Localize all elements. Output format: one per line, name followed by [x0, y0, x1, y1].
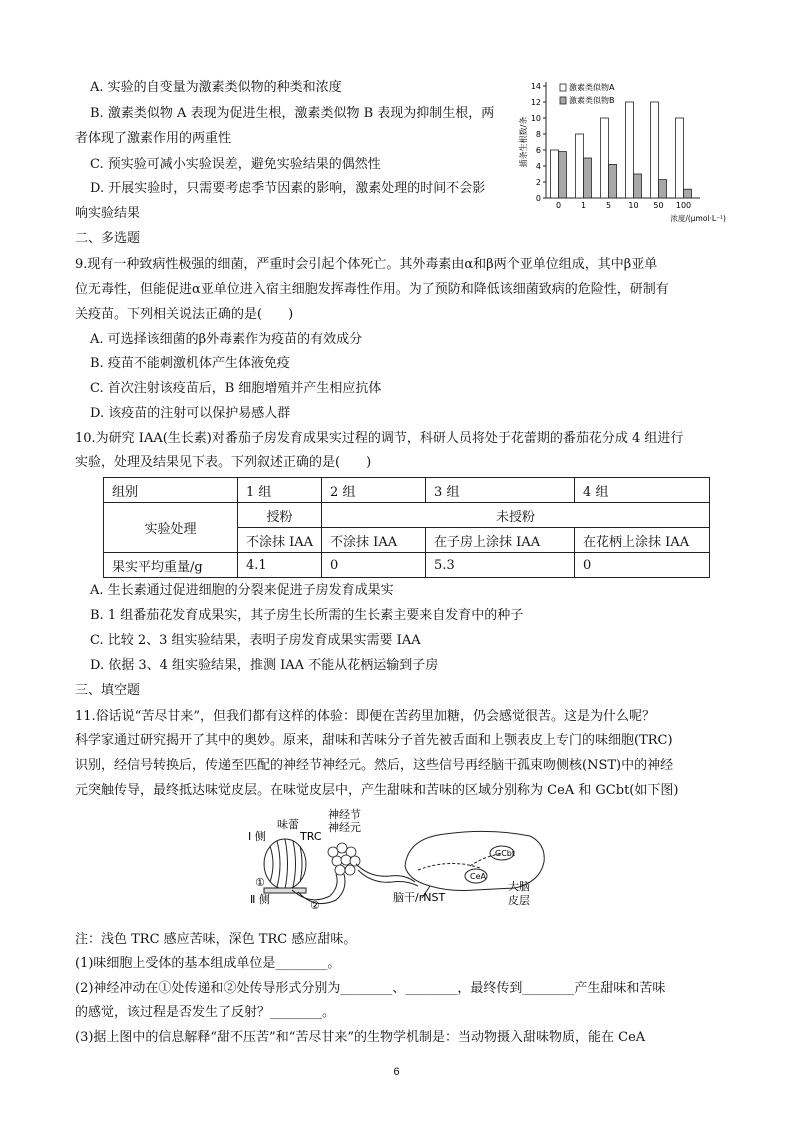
table-row [104, 503, 710, 528]
q10-option-c: C. 比较 2、3 组实验结果，表明子房发育成果实需要 IAA [90, 633, 421, 648]
treatment-cell: 在子房上涂抹 IAA [426, 528, 575, 553]
x-tick-label: 5 [605, 201, 612, 210]
diagram-label-trc: TRC [300, 830, 322, 843]
pollinated-cell: 授粉 [238, 503, 322, 528]
diagram-label-cea: CeA [470, 872, 486, 881]
weight-cell: 4.1 [238, 553, 322, 578]
weight-label: 果实平均重量/g [104, 553, 238, 578]
weight-cell: 0 [575, 553, 710, 578]
page-number: 6 [393, 1066, 400, 1078]
bar-a [676, 118, 684, 198]
bar-b [584, 158, 592, 198]
x-tick-label: 0 [555, 201, 562, 210]
q11-question-2-cont: 的感觉，该过程是否发生了反射？________。 [75, 1005, 336, 1020]
legend-label: 激素类似物A [569, 83, 615, 92]
treatment-cell: 不涂抹 IAA [322, 528, 426, 553]
q11-stem-line2: 科学家通过研究揭开了其中的奥妙。原来，甜味和苦味分子首先被舌面和上颚表皮上专门的味细胞(TRC) [75, 733, 673, 748]
x-tick-label: 50 [653, 201, 664, 210]
x-tick-label: 100 [675, 201, 692, 210]
legend-swatch [560, 84, 566, 91]
ganglion-illustration [328, 843, 360, 875]
treatment-label: 实验处理 [104, 503, 238, 553]
y-tick-label: 8 [535, 130, 541, 139]
weight-cell: 0 [322, 553, 426, 578]
q9-option-a: A. 可选择该细菌的β外毒素作为疫苗的有效成分 [90, 332, 363, 347]
diagram-label-side1: Ⅰ 侧 [248, 830, 266, 843]
y-axis-title: 插条生根数/条 [519, 116, 528, 168]
y-tick-label: 4 [535, 162, 541, 171]
q11-figure-note: 注：浅色 TRC 感应苦味，深色 TRC 感应甜味。 [75, 932, 357, 947]
taste-bud-illustration [264, 839, 306, 893]
q8-option-b-cont: 者体现了激素作用的两重性 [75, 131, 232, 146]
table-header-row [104, 478, 710, 503]
y-tick-label: 0 [535, 194, 541, 203]
bar-b [634, 174, 642, 198]
bar-b [684, 189, 692, 198]
y-tick-label: 14 [530, 82, 541, 91]
bar-a [651, 102, 659, 198]
legend-label: 激素类似物B [569, 96, 615, 105]
treatment-cell: 在花柄上涂抹 IAA [575, 528, 710, 553]
diagram-label-ganglion-2: 神经元 [328, 821, 361, 834]
bar-a [551, 150, 559, 198]
bar-a [601, 118, 609, 198]
bar-a [626, 102, 634, 198]
q9-option-c: C. 首次注射该疫苗后，B 细胞增殖并产生相应抗体 [90, 381, 382, 396]
q10-option-d: D. 依据 3、4 组实验结果，推测 IAA 不能从花柄运输到子房 [90, 658, 439, 673]
q11-stem-line3: 识别，经信号转换后，传递至匹配的神经节神经元。然后，这些信号再经脑干孤束吻侧核(NST)中的神经 [75, 758, 674, 773]
q10-stem-line2: 实验，处理及结果见下表。下列叙述正确的是( ) [75, 455, 372, 470]
q11-question-2: (2)神经冲动在①处传递和②处传导形式分别为________、________，最终传到________产生甜味和苦味 [75, 981, 666, 996]
q11-question-3: (3)据上图中的信息解释“甜不压苦”和“苦尽甘来”的生物学机制是：当动物摄入甜味物质，能在 CeA [75, 1030, 646, 1045]
diagram-label-brainstem: 脑干/rNST [393, 891, 446, 904]
table-header-cell: 2 组 [322, 478, 426, 503]
taste-pathway-diagram [240, 806, 550, 918]
x-tick-label: 1 [580, 201, 587, 210]
diagram-label-taste-bud: 味蕾 [277, 818, 299, 831]
y-tick-label: 2 [535, 178, 541, 187]
root-count-bar-chart [514, 78, 729, 228]
bar-b [609, 164, 617, 198]
q9-stem-line2: 位无毒性，但能促进α亚单位进入宿主细胞发挥毒性作用。为了预防和降低该细菌致病的危险性，研制有 [75, 282, 669, 297]
table-header-cell: 组别 [104, 478, 238, 503]
q8-option-c: C. 预实验可减小实验误差，避免实验结果的偶然性 [90, 157, 381, 172]
q11-question-1: (1)味细胞上受体的基本组成单位是________。 [75, 956, 341, 971]
q8-option-d: D. 开展实验时，只需要考虑季节因素的影响，激素处理的时间不会影 [90, 181, 486, 196]
bar-b [559, 152, 567, 198]
diagram-label-circle2: ② [310, 899, 320, 912]
q11-stem-line4: 元突触传导，最终抵达味觉皮层。在味觉皮层中，产生甜味和苦味的区域分别称为 CeA 和 GCbt(如下图) [75, 783, 679, 798]
not-pollinated-cell: 未授粉 [322, 503, 710, 528]
q9-option-b: B. 疫苗不能刺激机体产生体液免疫 [90, 356, 290, 371]
weight-cell: 5.3 [426, 553, 575, 578]
section-heading-fill: 三、填空题 [75, 683, 141, 698]
q8-option-b: B. 激素类似物 A 表现为促进生根，激素类似物 B 表现为抑制生根，两 [90, 106, 495, 121]
bar-b [659, 180, 667, 198]
q10-results-table [103, 477, 710, 578]
x-tick-label: 10 [628, 201, 639, 210]
diagram-label-cortex-2: 皮层 [508, 894, 530, 907]
q11-stem-line1: 11.俗话说“苦尽甘来”，但我们都有这样的体验：即便在苦药里加糖，仍会感觉很苦。这是为什么呢？ [75, 709, 655, 724]
table-header-cell: 4 组 [575, 478, 710, 503]
table-header-cell: 3 组 [426, 478, 575, 503]
q8-option-d-cont: 响实验结果 [75, 206, 141, 221]
q9-option-d: D. 该疫苗的注射可以保护易感人群 [90, 406, 291, 421]
y-tick-label: 12 [530, 98, 541, 107]
x-axis-title: 浓度/(μmol·L⁻¹) [670, 214, 726, 223]
legend-swatch [560, 97, 566, 104]
q9-stem-line1: 9.现有一种致病性极强的细菌，严重时会引起个体死亡。其外毒素由α和β两个亚单位组成，其中β亚单 [75, 257, 658, 272]
q10-option-a: A. 生长素通过促进细胞的分裂来促进子房发育成果实 [90, 583, 394, 598]
bar-a [576, 134, 584, 198]
table-header-cell: 1 组 [238, 478, 322, 503]
treatment-cell: 不涂抹 IAA [238, 528, 322, 553]
q10-stem-line1: 10.为研究 IAA(生长素)对番茄子房发育成果实过程的调节，科研人员将处于花蕾期的番茄花分成 4 组进行 [75, 431, 684, 446]
table-row [104, 553, 710, 578]
y-tick-label: 6 [535, 146, 541, 155]
diagram-label-ganglion-1: 神经节 [328, 808, 361, 821]
y-tick-label: 10 [530, 114, 541, 123]
q8-option-a: A. 实验的自变量为激素类似物的种类和浓度 [90, 80, 342, 95]
diagram-label-cortex-1: 大脑 [508, 880, 530, 893]
q9-stem-line3: 关疫苗。下列相关说法正确的是( ) [75, 307, 294, 322]
q10-option-b: B. 1 组番茄花发育成果实，其子房生长所需的生长素主要来自发育中的种子 [90, 608, 524, 623]
diagram-label-circle1: ① [255, 876, 265, 889]
diagram-label-gcbt: GCbt [495, 849, 515, 858]
diagram-label-side2: Ⅱ 侧 [250, 893, 270, 906]
section-heading-multi: 二、多选题 [75, 231, 141, 246]
